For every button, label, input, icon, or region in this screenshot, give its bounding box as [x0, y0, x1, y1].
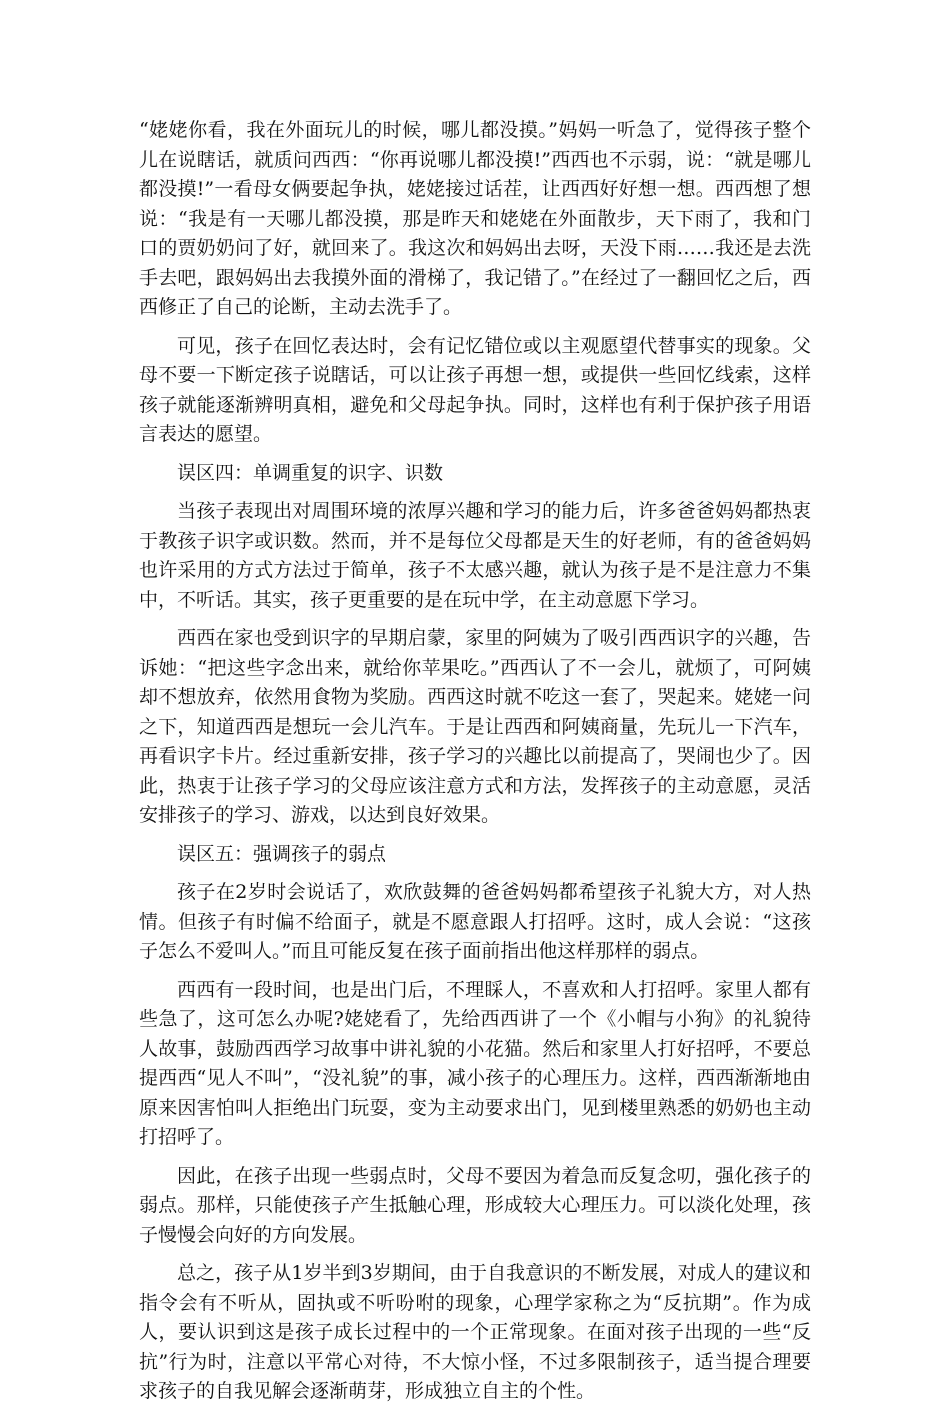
paragraph-conclusion: 总之，孩子从1岁半到3岁期间，由于自我意识的不断发展，对成人的建议和指令会有不听从，固执或不听吩咐的现象，心理学家称之为“反抗期”。作为成人，要认识到这是孩子成长过程中的一个正常现象。在面对孩子出现的一些“反抗”行为时，注意以平常心对待，不大惊小怪，不过多限制孩子，适当提合理要求孩子的自我见解会逐渐萌芽，形成独立自主的个性。	[139, 1262, 811, 1402]
paragraph-weakness-intro: 孩子在2岁时会说话了，欢欣鼓舞的爸爸妈妈都希望孩子礼貌大方，对人热情。但孩子有时偏不给面子，就是不愿意跟人打招呼。这时，成人会说：“这孩子怎么不爱叫人。”而且可能反复在孩子面前指出他这样那样的弱点。	[139, 881, 811, 962]
paragraph-weakness-story: 西西有一段时间，也是出门后，不理睬人，不喜欢和人打招呼。家里人都有些急了，这可怎么办呢?姥姥看了，先给西西讲了一个《小帽与小狗》的礼貌待人故事，鼓励西西学习故事中讲礼貌的小花猫。然后和家里人打好招呼，不要总提西西“见人不叫”，“没礼貌”的事，减小孩子的心理压力。这样，西西渐渐地由原来因害怕叫人拒绝出门玩耍，变为主动要求出门，见到楼里熟悉的奶奶也主动打招呼了。	[139, 978, 811, 1148]
paragraph-weakness-advice: 因此，在孩子出现一些弱点时，父母不要因为着急而反复念叨，强化孩子的弱点。那样，只能使孩子产生抵触心理，形成较大心理压力。可以淡化处理，孩子慢慢会向好的方向发展。	[139, 1164, 811, 1246]
paragraph-story-recall: “姥姥你看，我在外面玩儿的时候，哪儿都没摸。”妈妈一听急了，觉得孩子整个儿在说瞎话，就质问西西：“你再说哪儿都没摸!”西西也不示弱，说：“就是哪儿都没摸!”一看母女俩要起争执，姥姥接过话茬，让西西好好想一想。西西想了想说：“我是有一天哪儿都没摸，那是昨天和姥姥在外面散步，天下雨了，我和门口的贾奶奶问了好，就回来了。我这次和妈妈出去呀，天没下雨……我还是去洗手去吧，跟妈妈出去我摸外面的滑梯了，我记错了。”在经过了一翻回忆之后，西西修正了自己的论断，主动去洗手了。	[139, 119, 811, 318]
paragraph-literacy-intro: 当孩子表现出对周围环境的浓厚兴趣和学习的能力后，许多爸爸妈妈都热衷于教孩子识字或识数。然而，并不是每位父母都是天生的好老师，有的爸爸妈妈也许采用的方式方法过于简单，孩子不太感兴趣，就认为孩子是不是注意力不集中，不听话。其实，孩子更重要的是在玩中学，在主动意愿下学习。	[139, 500, 811, 611]
paragraph-recall-advice: 可见，孩子在回忆表达时，会有记忆错位或以主观愿望代替事实的现象。父母不要一下断定孩子说瞎话，可以让孩子再想一想，或提供一些回忆线索，这样孩子就能逐渐辨明真相，避免和父母起争执。同时，这样也有利于保护孩子用语言表达的愿望。	[139, 334, 811, 445]
document-page	[139, 116, 811, 1416]
paragraph-literacy-story: 西西在家也受到识字的早期启蒙，家里的阿姨为了吸引西西识字的兴趣，告诉她：“把这些字念出来，就给你苹果吃。”西西认了不一会儿，就烦了，可阿姨却不想放弃，依然用食物为奖励。西西这时就不吃这一套了，哭起来。姥姥一问之下，知道西西是想玩一会儿汽车。于是让西西和阿姨商量，先玩儿一下汽车，再看识字卡片。经过重新安排，孩子学习的兴趣比以前提高了，哭闹也少了。因此，热衷于让孩子学习的父母应该注意方式和方法，发挥孩子的主动意愿，灵活安排孩子的学习、游戏，以达到良好效果。	[139, 627, 811, 826]
section-heading-myth-5: 误区五：强调孩子的弱点	[177, 842, 387, 865]
section-heading-myth-4: 误区四：单调重复的识字、识数	[177, 461, 444, 484]
